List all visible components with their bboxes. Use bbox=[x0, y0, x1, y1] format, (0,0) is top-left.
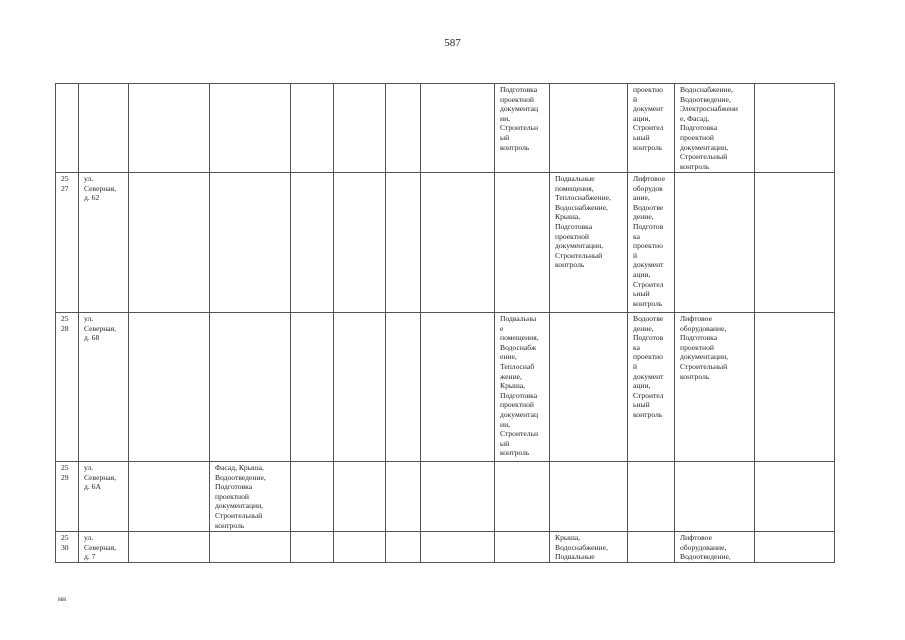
table-cell bbox=[755, 84, 835, 173]
table-cell bbox=[386, 173, 421, 313]
table-cell bbox=[421, 313, 495, 462]
table-row bbox=[56, 532, 835, 563]
table-cell bbox=[334, 173, 386, 313]
row-number-cell: 25 27 bbox=[56, 173, 79, 313]
table-cell bbox=[291, 532, 334, 563]
table-cell: Водоотве дение, Подготов ка проектно й документ ации, Строител ьный контроль bbox=[628, 313, 675, 462]
table-cell bbox=[210, 173, 291, 313]
table-cell: Подвальны е помещения, Водоснабж ение, Теплоснаб жение, Крыша, Подготовка проектной документац ии, Строительн ый контроль bbox=[495, 313, 550, 462]
table-cell bbox=[129, 84, 210, 173]
table-cell bbox=[550, 84, 628, 173]
table-cell bbox=[291, 462, 334, 532]
table-cell bbox=[386, 462, 421, 532]
table-cell bbox=[675, 173, 755, 313]
table-cell bbox=[210, 532, 291, 563]
table-cell bbox=[495, 532, 550, 563]
table-cell bbox=[421, 84, 495, 173]
table-cell bbox=[675, 462, 755, 532]
table-cell bbox=[210, 313, 291, 462]
address-cell: ул. Северная, д. 68 bbox=[79, 313, 129, 462]
footer-mark: нн bbox=[58, 594, 67, 603]
table-cell bbox=[291, 84, 334, 173]
table-cell bbox=[755, 462, 835, 532]
table-cell bbox=[550, 313, 628, 462]
table-cell bbox=[334, 84, 386, 173]
table-cell bbox=[495, 462, 550, 532]
table-cell: Лифтовое оборудование, Водоотведение, bbox=[675, 532, 755, 563]
table-cell bbox=[56, 84, 79, 173]
table-cell bbox=[129, 173, 210, 313]
table-cell bbox=[129, 532, 210, 563]
table-cell bbox=[386, 313, 421, 462]
address-cell: ул. Северная, д. 7 bbox=[79, 532, 129, 563]
row-number-cell: 25 30 bbox=[56, 532, 79, 563]
row-number-cell: 25 29 bbox=[56, 462, 79, 532]
table-row bbox=[56, 462, 835, 532]
table-cell bbox=[421, 462, 495, 532]
table-cell: Лифтовое оборудов ание, Водоотве дение, Подготов ка проектно й документ ации, Строител ьный контроль bbox=[628, 173, 675, 313]
table-cell: Фасад, Крыша, Водоотведение, Подготовка проектной документации, Строительный контроль bbox=[210, 462, 291, 532]
table-cell bbox=[386, 532, 421, 563]
table-cell bbox=[291, 173, 334, 313]
table-cell: Подвальные помещения, Теплоснабжение, Водоснабжение, Крыша, Подготовка проектной документации, Строительный контроль bbox=[550, 173, 628, 313]
address-cell: ул. Северная, д. 62 bbox=[79, 173, 129, 313]
table-cell bbox=[210, 84, 291, 173]
address-cell: ул. Северная, д. 6А bbox=[79, 462, 129, 532]
table-cell bbox=[79, 84, 129, 173]
table-cell bbox=[421, 173, 495, 313]
table-cell bbox=[628, 532, 675, 563]
table-cell bbox=[550, 462, 628, 532]
table-row bbox=[56, 173, 835, 313]
table-cell: проектно й документ ации, Строител ьный контроль bbox=[628, 84, 675, 173]
table-cell: Лифтовое оборудование, Подготовка проектной документации, Строительный контроль bbox=[675, 313, 755, 462]
table-cell: Крыша, Водоснабжение, Подвальные bbox=[550, 532, 628, 563]
table-cell bbox=[386, 84, 421, 173]
table-cell bbox=[129, 313, 210, 462]
table-cell bbox=[129, 462, 210, 532]
table-cell bbox=[421, 532, 495, 563]
table-cell bbox=[755, 173, 835, 313]
table-cell bbox=[334, 532, 386, 563]
table-cell bbox=[334, 462, 386, 532]
table-cell bbox=[334, 313, 386, 462]
table-row bbox=[56, 84, 835, 173]
table-cell bbox=[495, 173, 550, 313]
repair-schedule-table bbox=[55, 83, 835, 563]
table-cell: Подготовка проектной документац ии, Строительн ый контроль bbox=[495, 84, 550, 173]
row-number-cell: 25 28 bbox=[56, 313, 79, 462]
table-cell bbox=[291, 313, 334, 462]
table-cell: Водоснабжение, Водоотведение, Электроснабжени е, Фасад, Подготовка проектной документации, Строительный контроль bbox=[675, 84, 755, 173]
table-cell bbox=[755, 313, 835, 462]
table-row bbox=[56, 313, 835, 462]
table-cell bbox=[628, 462, 675, 532]
page-number: 587 bbox=[444, 37, 461, 49]
table-cell bbox=[755, 532, 835, 563]
